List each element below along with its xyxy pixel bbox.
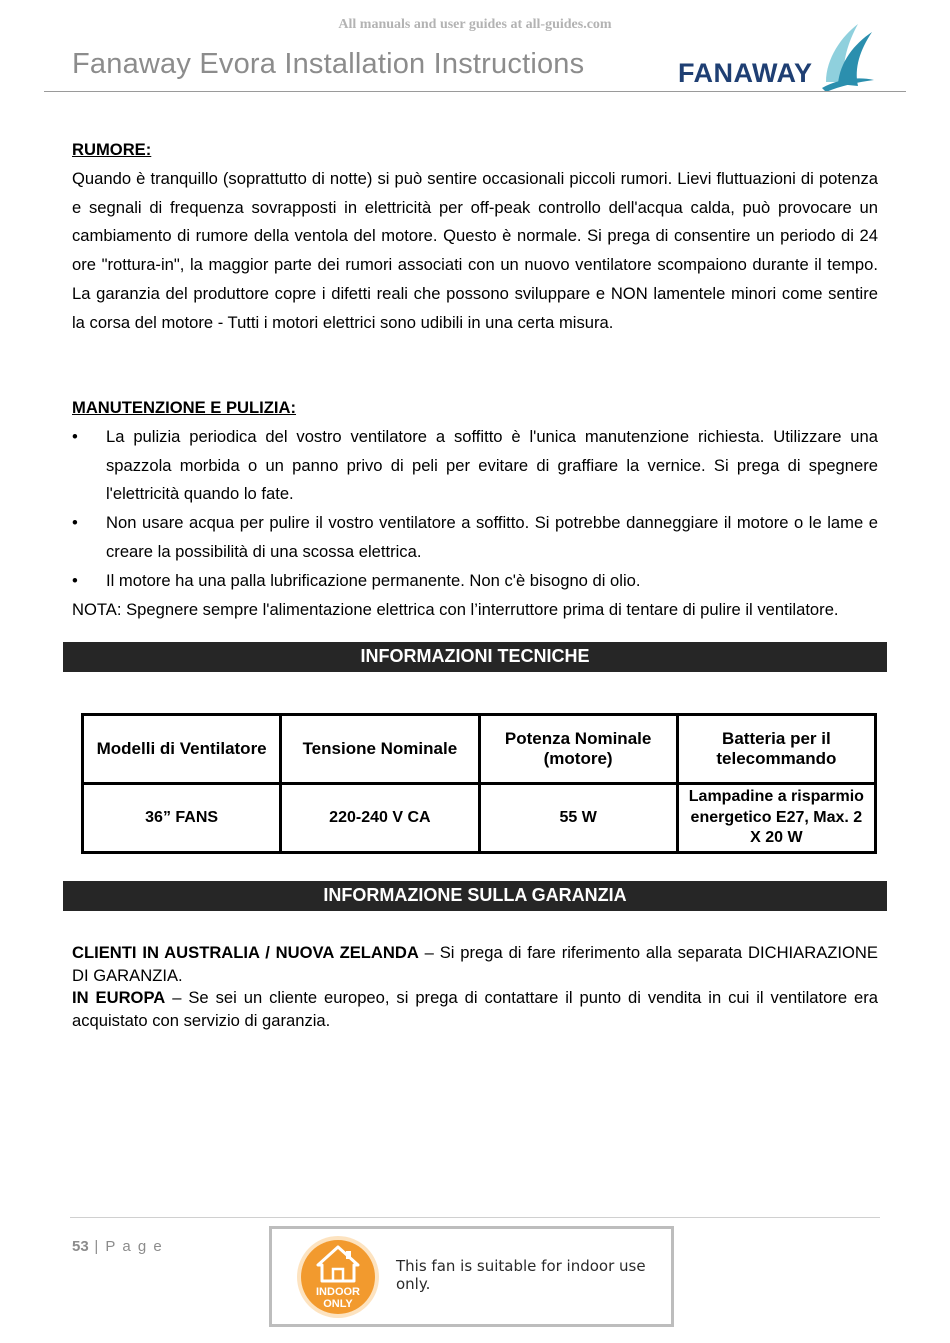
indoor-only-badge-icon bbox=[296, 1235, 380, 1319]
list-item bbox=[72, 567, 878, 596]
table-cell: 55 W bbox=[479, 784, 677, 853]
manutenzione-section bbox=[72, 394, 878, 624]
rumore-section bbox=[72, 136, 878, 338]
header-divider bbox=[44, 91, 906, 92]
list-item-text: Il motore ha una palla lubrificazione permanente. Non c'è bisogno di olio. bbox=[106, 570, 641, 590]
table-cell: 36” FANS bbox=[83, 784, 281, 853]
watermark-text: All manuals and user guides at all-guides.com bbox=[338, 17, 612, 32]
warranty-europe-text: – Se sei un cliente europeo, si prega di contattare il punto di vendita in cui il ventilatore era acquistato con servizio di garanzia. bbox=[72, 988, 878, 1030]
maintenance-list bbox=[72, 423, 878, 596]
list-item bbox=[72, 509, 878, 567]
fanaway-logo bbox=[676, 18, 876, 92]
badge-line-2: ONLY bbox=[323, 1298, 353, 1310]
table-header-cell: Batteria per il telecommando bbox=[677, 715, 875, 784]
table-header-cell: Tensione Nominale bbox=[281, 715, 479, 784]
manutenzione-heading: MANUTENZIONE E PULIZIA: bbox=[72, 398, 297, 417]
bullet-icon: • bbox=[72, 426, 78, 446]
table-header-cell: Modelli di Ventilatore bbox=[83, 715, 281, 784]
warranty-australia bbox=[72, 942, 878, 987]
logo-wordmark: FANAWAY bbox=[678, 58, 813, 88]
tech-specs-table bbox=[81, 713, 877, 854]
warranty-australia-label: CLIENTI IN AUSTRALIA / NUOVA ZELANDA bbox=[72, 943, 419, 962]
bullet-icon: • bbox=[72, 513, 78, 533]
table-cell: 220-240 V CA bbox=[281, 784, 479, 853]
badge-line-1: INDOOR bbox=[316, 1286, 360, 1298]
page-number bbox=[72, 1238, 163, 1255]
document-title: Fanaway Evora Installation Instructions bbox=[72, 48, 585, 80]
indoor-use-notice bbox=[269, 1226, 674, 1327]
table-header-cell: Potenza Nominale (motore) bbox=[479, 715, 677, 784]
table-header-row bbox=[83, 715, 876, 784]
list-item-text: Non usare acqua per pulire il vostro ventilatore a soffitto. Si potrebbe danneggiare il motore o le lame e creare la possibilità di una scossa elettrica. bbox=[106, 513, 878, 561]
maintenance-note: NOTA: Spegnere sempre l'alimentazione elettrica con l’interruttore prima di tentare di pulire il ventilatore. bbox=[72, 599, 839, 619]
list-item-text: La pulizia periodica del vostro ventilatore a soffitto è l'unica manutenzione richiesta. Utilizzare una spazzola morbida o un panno privo di peli per evitare di graffiare la vernice. Si prega di spegnere l'elettricità quando lo fate. bbox=[106, 426, 878, 504]
footer-divider bbox=[70, 1217, 880, 1218]
page-number-value: 53 bbox=[72, 1238, 89, 1255]
tech-info-banner: INFORMAZIONI TECNICHE bbox=[63, 642, 887, 672]
warranty-banner: INFORMAZIONE SULLA GARANZIA bbox=[63, 881, 887, 911]
warranty-europe bbox=[72, 987, 878, 1032]
warranty-section bbox=[72, 942, 878, 1032]
warranty-europe-label: IN EUROPA bbox=[72, 988, 166, 1007]
indoor-note-text: This fan is suitable for indoor use only. bbox=[396, 1257, 646, 1293]
rumore-heading: RUMORE: bbox=[72, 140, 152, 159]
table-row bbox=[83, 784, 876, 853]
table-cell: Lampadine a risparmio energetico E27, Max. 2 X 20 W bbox=[677, 784, 875, 853]
page-label: | P a g e bbox=[88, 1238, 164, 1255]
list-item bbox=[72, 423, 878, 509]
warranty-australia-text: – Si prega di fare riferimento alla separata DICHIARAZIONE DI GARANZIA. bbox=[72, 943, 878, 985]
rumore-paragraph: Quando è tranquillo (soprattutto di notte) si può sentire occasionali piccoli rumori. Lievi fluttuazioni di potenza e segnali di frequenza sovrapposti in elettricità per off-peak controllo dell'acqua calda, può provocare un cambiamento di rumore della ventola del motore. Questo è normale. Si prega di consentire un periodo di 24 ore "rottura-in", la maggior parte dei rumori associati con un nuovo ventilatore scompaiono durante il tempo. La garanzia del produttore copre i difetti reali che possono sviluppare e NON lamentele minori come sentire la corsa del motore - Tutti i motori elettrici sono udibili in una certa misura. bbox=[72, 168, 878, 332]
bullet-icon: • bbox=[72, 570, 78, 590]
